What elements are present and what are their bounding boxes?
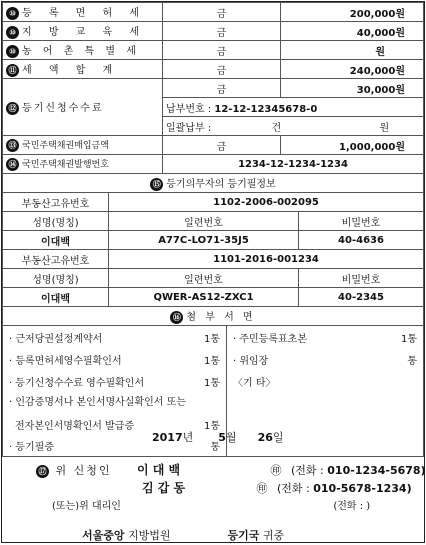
signature-section: [2, 427, 424, 542]
fee-row: [3, 3, 424, 22]
court-name: 서울중앙: [82, 529, 125, 542]
fee-label: 등 록 면 허 세: [22, 8, 147, 20]
office-suffix: 귀중: [262, 529, 285, 542]
number-badge: ⑰: [36, 465, 49, 478]
attachment-label: · 등록면허세영수필확인서: [9, 355, 122, 367]
property-id-label: 부동산고유번호: [3, 193, 109, 212]
attachment-item: [9, 370, 220, 392]
applicant-phone[interactable]: 010-1234-5678): [327, 464, 426, 477]
serial-header: 일련번호: [109, 269, 299, 288]
holder-name[interactable]: 이대백: [3, 288, 109, 307]
bond-purchase-amount[interactable]: 1,000,000원: [281, 136, 424, 155]
number-badge: ⑩: [6, 7, 19, 20]
serial-number[interactable]: QWER-AS12-ZXC1: [109, 288, 299, 307]
fee-amount[interactable]: 30,000원: [281, 79, 424, 98]
agent-row: [52, 497, 370, 512]
fee-amount[interactable]: 원: [281, 41, 424, 60]
fee-unit: 금: [163, 79, 281, 98]
date-year[interactable]: 2017: [152, 431, 183, 444]
obligor-section-title: 등기의무자의 등기필정보: [166, 179, 276, 191]
attachment-item: [9, 348, 220, 370]
payment-number[interactable]: 12-12-12345678-0: [214, 103, 318, 115]
agent-phone[interactable]: (전화 : ): [333, 501, 371, 512]
name-header: 성명(명칭): [3, 212, 109, 231]
bond-issue-row: [3, 155, 424, 174]
fee-row: [3, 60, 424, 79]
number-badge: ⑫: [6, 102, 19, 115]
payment-number-row: 납부번호 : 12-12-12345678-0: [3, 98, 424, 117]
attachment-count[interactable]: 통: [210, 441, 220, 453]
number-badge: ⑯: [170, 311, 183, 324]
bond-purchase-row: [3, 136, 424, 155]
attachment-count[interactable]: 1통: [203, 355, 220, 367]
bond-issue-number[interactable]: 1234-12-1234-1234: [163, 155, 424, 174]
applicant-row: [142, 479, 412, 496]
payment-number-label: 납부번호: [166, 103, 205, 115]
fee-row: [3, 22, 424, 41]
court-suffix: 지방법원: [128, 529, 171, 542]
applicant-name[interactable]: 이 대 백: [137, 463, 181, 477]
fee-table: [2, 2, 424, 174]
date-month[interactable]: 5: [218, 431, 226, 444]
bulk-payment-row: 일괄납부 : 건 원: [3, 117, 424, 136]
applicant-name[interactable]: 김 갑 동: [142, 481, 186, 495]
date-unit: 일: [272, 431, 284, 444]
applicant-phone[interactable]: 010-5678-1234): [313, 482, 412, 495]
attachment-label: · 등기필증: [9, 441, 54, 453]
fee-label: 세 액 합 계: [22, 65, 120, 77]
seal-icon: ㊞: [270, 464, 282, 477]
password-header: 비밀번호: [299, 269, 424, 288]
password-value[interactable]: 40-4636: [299, 231, 424, 250]
applicant-label: 위 신청인: [55, 464, 112, 477]
office-name: 등기국: [227, 529, 260, 542]
fee-label: 농 어 촌 특 별 세: [22, 46, 140, 58]
number-badge: ⑮: [150, 178, 163, 191]
holder-name[interactable]: 이대백: [3, 231, 109, 250]
attachment-item: · 인감증명서나 본인서명사실확인서 또는: [9, 397, 186, 408]
attachment-item: [9, 326, 220, 348]
serial-header: 일련번호: [109, 212, 299, 231]
court-row: [82, 527, 284, 543]
attachment-label: · 위임장: [233, 355, 269, 367]
registration-fee-row: [3, 79, 424, 98]
number-badge: ⑬: [6, 139, 19, 152]
fee-unit: 금: [163, 41, 281, 60]
obligor-table: [2, 173, 424, 307]
property-id-value[interactable]: 1102-2006-002095: [109, 193, 424, 212]
applicant-row: [36, 461, 426, 478]
fee-unit: 금: [163, 136, 281, 155]
phone-label: (전화 :: [291, 464, 324, 477]
attachments-title: 첨 부 서 면: [186, 312, 256, 324]
property-id-label: 부동산고유번호: [3, 250, 109, 269]
date-unit: 년: [182, 431, 194, 444]
attachment-item: [233, 326, 417, 348]
attachment-label: · 등기신청수수료 영수필확인서: [9, 377, 145, 389]
attachments-header: [3, 307, 424, 326]
fee-label: 지 방 교 육 세: [22, 27, 147, 39]
password-header: 비밀번호: [299, 212, 424, 231]
number-badge: ⑪: [6, 64, 19, 77]
application-date: [152, 429, 284, 445]
fee-unit: 금: [163, 60, 281, 79]
name-header: 성명(명칭): [3, 269, 109, 288]
attachment-count[interactable]: 통: [407, 355, 417, 367]
attachment-count[interactable]: 1통: [203, 333, 220, 345]
attachment-count[interactable]: 1통: [400, 333, 417, 345]
bond-issue-label: 국민주택채권발행번호: [22, 160, 109, 170]
fee-amount[interactable]: 240,000원: [281, 60, 424, 79]
number-badge: ⑩: [6, 45, 19, 58]
serial-number[interactable]: A77C-LO71-35J5: [109, 231, 299, 250]
attachment-item: [233, 348, 417, 370]
number-badge: ⑭: [6, 158, 19, 171]
agent-label: (또는)위 대리인: [52, 501, 121, 512]
attachment-count[interactable]: 1통: [203, 420, 220, 432]
bulk-payment-label: 일괄납부: [166, 122, 205, 134]
attachment-label: · 근저당권설정계약서: [9, 333, 103, 345]
date-day[interactable]: 26: [257, 431, 273, 444]
attachment-label: 전자본인서명확인서 발급증: [15, 420, 135, 432]
registration-form: [1, 1, 425, 543]
number-badge: ⑩: [6, 26, 19, 39]
attachment-label: 〈기 타〉: [233, 377, 276, 389]
bulk-count-unit[interactable]: 건: [271, 122, 282, 134]
obligor-section-header: [3, 174, 424, 193]
fee-amount[interactable]: 200,000원: [281, 3, 424, 22]
phone-label: (전화 :: [277, 482, 310, 495]
date-unit: 월: [225, 431, 237, 444]
seal-icon: ㊞: [256, 482, 268, 495]
fee-unit: 금: [163, 3, 281, 22]
property-id-value[interactable]: 1101-2016-001234: [109, 250, 424, 269]
fee-amount[interactable]: 40,000원: [281, 22, 424, 41]
fee-row: [3, 41, 424, 60]
registration-fee-label: 등기신청수수료: [22, 103, 104, 115]
attachment-count[interactable]: 1통: [203, 377, 220, 389]
bond-purchase-label: 국민주택채권매입금액: [22, 141, 109, 151]
bulk-amount-unit[interactable]: 원: [379, 122, 390, 134]
password-value[interactable]: 40-2345: [299, 288, 424, 307]
attachment-label: · 주민등록표초본: [233, 333, 307, 345]
attachment-item: [233, 370, 417, 392]
fee-unit: 금: [163, 22, 281, 41]
